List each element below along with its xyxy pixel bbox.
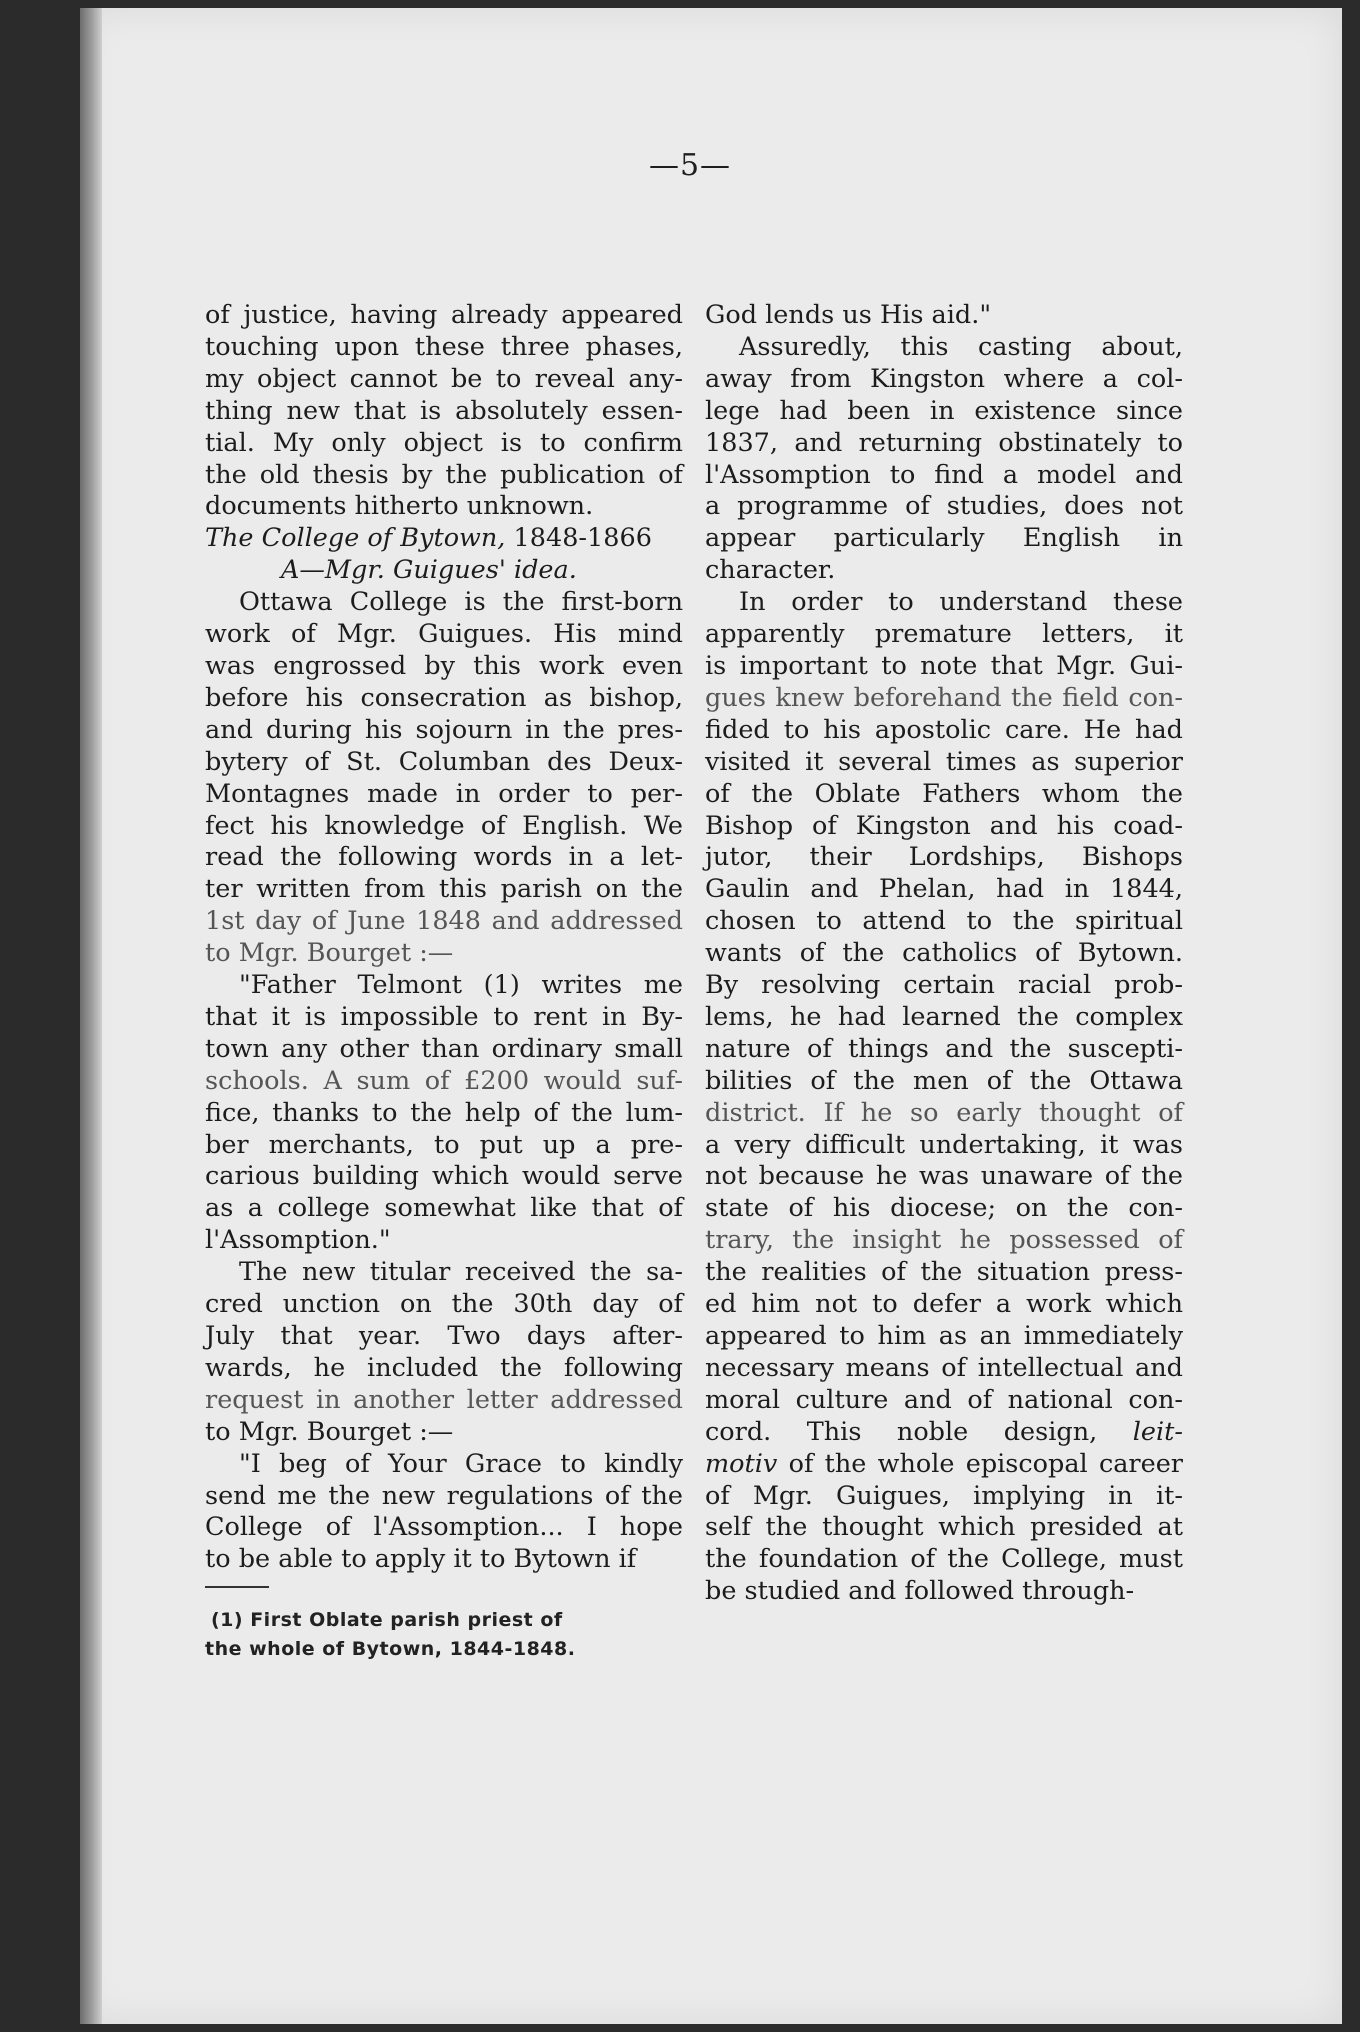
text-line: 1st day of June 1848 and addressed [205, 906, 683, 937]
text-line: Montagnes made in order to per- [205, 778, 683, 809]
heading-subtitle: A—Mgr. Guigues' idea. [281, 555, 577, 586]
text-line: the realities of the situation press- [705, 1257, 1183, 1288]
footnote [205, 1606, 683, 1664]
text-line: as a college somewhat like that of [205, 1193, 683, 1224]
text-line: appear particularly English in [705, 523, 1183, 554]
text-line: Bishop of Kingston and his coad- [705, 810, 1183, 841]
left-column [205, 300, 683, 1664]
text-line: tial. My only object is to confirm [205, 427, 683, 458]
text-line: a very difficult undertaking, it was [705, 1129, 1183, 1160]
text-line: "Father Telmont (1) writes me [239, 970, 683, 1001]
page-right-edge [1342, 0, 1360, 2032]
page-number: —5— [648, 148, 732, 183]
text-run: cord. This noble design, [705, 1416, 1098, 1447]
text-line: cred unction on the 30th day of [205, 1289, 683, 1320]
text-line: Ottawa College is the first-born [239, 587, 683, 618]
text-line: a programme of studies, does not [705, 491, 1183, 522]
italic-word: motiv [705, 1448, 778, 1479]
text-line: fice, thanks to the help of the lum- [205, 1097, 683, 1128]
text-line: state of his diocese; on the con- [705, 1193, 1183, 1224]
quote-paragraph [205, 1449, 683, 1577]
page-gutter-shadow [80, 8, 102, 2024]
paragraph [205, 1257, 683, 1448]
text-line: visited it several times as superior [705, 746, 1183, 777]
text-line: work of Mgr. Guigues. His mind [205, 619, 683, 650]
text-line: wards, he included the following [205, 1352, 683, 1383]
paragraph-continuation [205, 300, 683, 523]
text-line: In order to understand these [739, 587, 1183, 618]
text-line: documents hitherto unknown. [205, 491, 594, 522]
text-line: l'Assomption." [205, 1225, 391, 1256]
paragraph [705, 332, 1183, 587]
italic-word: leit- [1132, 1416, 1183, 1447]
text-line: carious building which would serve [205, 1161, 683, 1192]
heading-title: The College of Bytown, [205, 523, 506, 554]
quote-ending [705, 300, 1183, 332]
text-line: nature of things and the suscepti- [705, 1033, 1183, 1064]
text-line: apparently premature letters, it [705, 619, 1183, 650]
text-line: before his consecration as bishop, [205, 682, 683, 713]
paragraph [705, 587, 1183, 1608]
text-line: lege had been in existence since [705, 395, 1183, 426]
text-line: God lends us His aid." [705, 300, 992, 330]
text-line: ed him not to defer a work which [705, 1289, 1183, 1320]
text-line: gues knew beforehand the field con- [705, 682, 1183, 713]
text-line: my object cannot be to reveal any- [205, 363, 683, 394]
paragraph [205, 587, 683, 970]
text-line: trary, the insight he possessed of [705, 1225, 1183, 1256]
text-line: the old thesis by the publication of [205, 459, 683, 490]
text-line: that it is impossible to rent in By- [205, 1001, 683, 1032]
text-line [705, 1417, 1183, 1449]
text-line: chosen to attend to the spiritual [705, 906, 1183, 937]
text-line: The new titular received the sa- [239, 1257, 683, 1288]
text-line: "I beg of Your Grace to kindly [239, 1448, 683, 1479]
text-line: 1837, and returning obstinately to [705, 427, 1183, 458]
text-line: character. [705, 555, 836, 586]
text-line: ter written from this parish on the [205, 874, 683, 905]
text-line: be studied and followed through- [705, 1576, 1135, 1607]
text-line: schools. A sum of £200 would suf- [205, 1065, 683, 1096]
text-line: and during his sojourn in the pres- [205, 714, 683, 745]
text-line: l'Assomption to find a model and [705, 459, 1183, 490]
text-line: College of l'Assomption... I hope [205, 1512, 683, 1543]
text-line: of justice, having already appeared [205, 300, 683, 330]
text-line: lems, he had learned the complex [705, 1001, 1183, 1032]
text-line: of Mgr. Guigues, implying in it- [705, 1480, 1183, 1511]
text-line: July that year. Two days after- [205, 1321, 683, 1351]
footnote-line: (1) First Oblate parish priest of [211, 1609, 563, 1632]
text-line: send me the new regulations of the [205, 1480, 683, 1511]
text-line: By resolving certain racial prob- [705, 970, 1183, 1001]
text-line: touching upon these three phases, [205, 331, 683, 362]
text-line: away from Kingston where a col- [705, 363, 1183, 394]
text-line: Gaulin and Phelan, had in 1844, [705, 874, 1183, 905]
text-line: ber merchants, to put up a pre- [205, 1129, 683, 1160]
text-run: of the whole episcopal career [777, 1448, 1183, 1479]
text-line: bilities of the men of the Ottawa [705, 1065, 1183, 1096]
text-line: district. If he so early thought of [705, 1097, 1183, 1128]
text-line: jutor, their Lordships, Bishops [705, 842, 1183, 873]
text-line: thing new that is absolutely essen- [205, 395, 683, 426]
footnote-line: the whole of Bytown, 1844-1848. [205, 1638, 576, 1661]
footnote-rule [205, 1586, 269, 1588]
text-line: was engrossed by this work even [205, 650, 683, 681]
text-line: to Mgr. Bourget :— [205, 1416, 454, 1447]
quote-paragraph [205, 970, 683, 1257]
text-line: is important to note that Mgr. Gui- [705, 650, 1183, 681]
section-heading [205, 523, 683, 587]
text-line: to be able to apply it to Bytown if [205, 1544, 637, 1575]
heading-years: 1848-1866 [505, 523, 652, 554]
text-line: request in another letter addressed [205, 1384, 683, 1415]
text-line: not because he was unaware of the [705, 1161, 1183, 1192]
text-line: necessary means of intellectual and [705, 1352, 1183, 1383]
text-line: moral culture and of national con- [705, 1384, 1183, 1415]
text-line: to Mgr. Bourget :— [205, 938, 454, 969]
text-line: fect his knowledge of English. We [205, 810, 683, 841]
text-line [705, 1449, 1183, 1481]
text-line: Assuredly, this casting about, [739, 331, 1183, 362]
text-line: fided to his apostolic care. He had [705, 714, 1183, 745]
text-line: bytery of St. Columban des Deux- [205, 746, 683, 777]
text-line: of the Oblate Fathers whom the [705, 778, 1183, 809]
text-line: appeared to him as an immediately [705, 1321, 1183, 1351]
text-line: town any other than ordinary small [205, 1033, 683, 1064]
text-line: read the following words in a let- [205, 842, 683, 873]
text-line: self the thought which presided at [705, 1512, 1183, 1543]
right-column [705, 300, 1183, 1608]
text-line: the foundation of the College, must [705, 1544, 1183, 1575]
text-line: wants of the catholics of Bytown. [705, 938, 1183, 969]
